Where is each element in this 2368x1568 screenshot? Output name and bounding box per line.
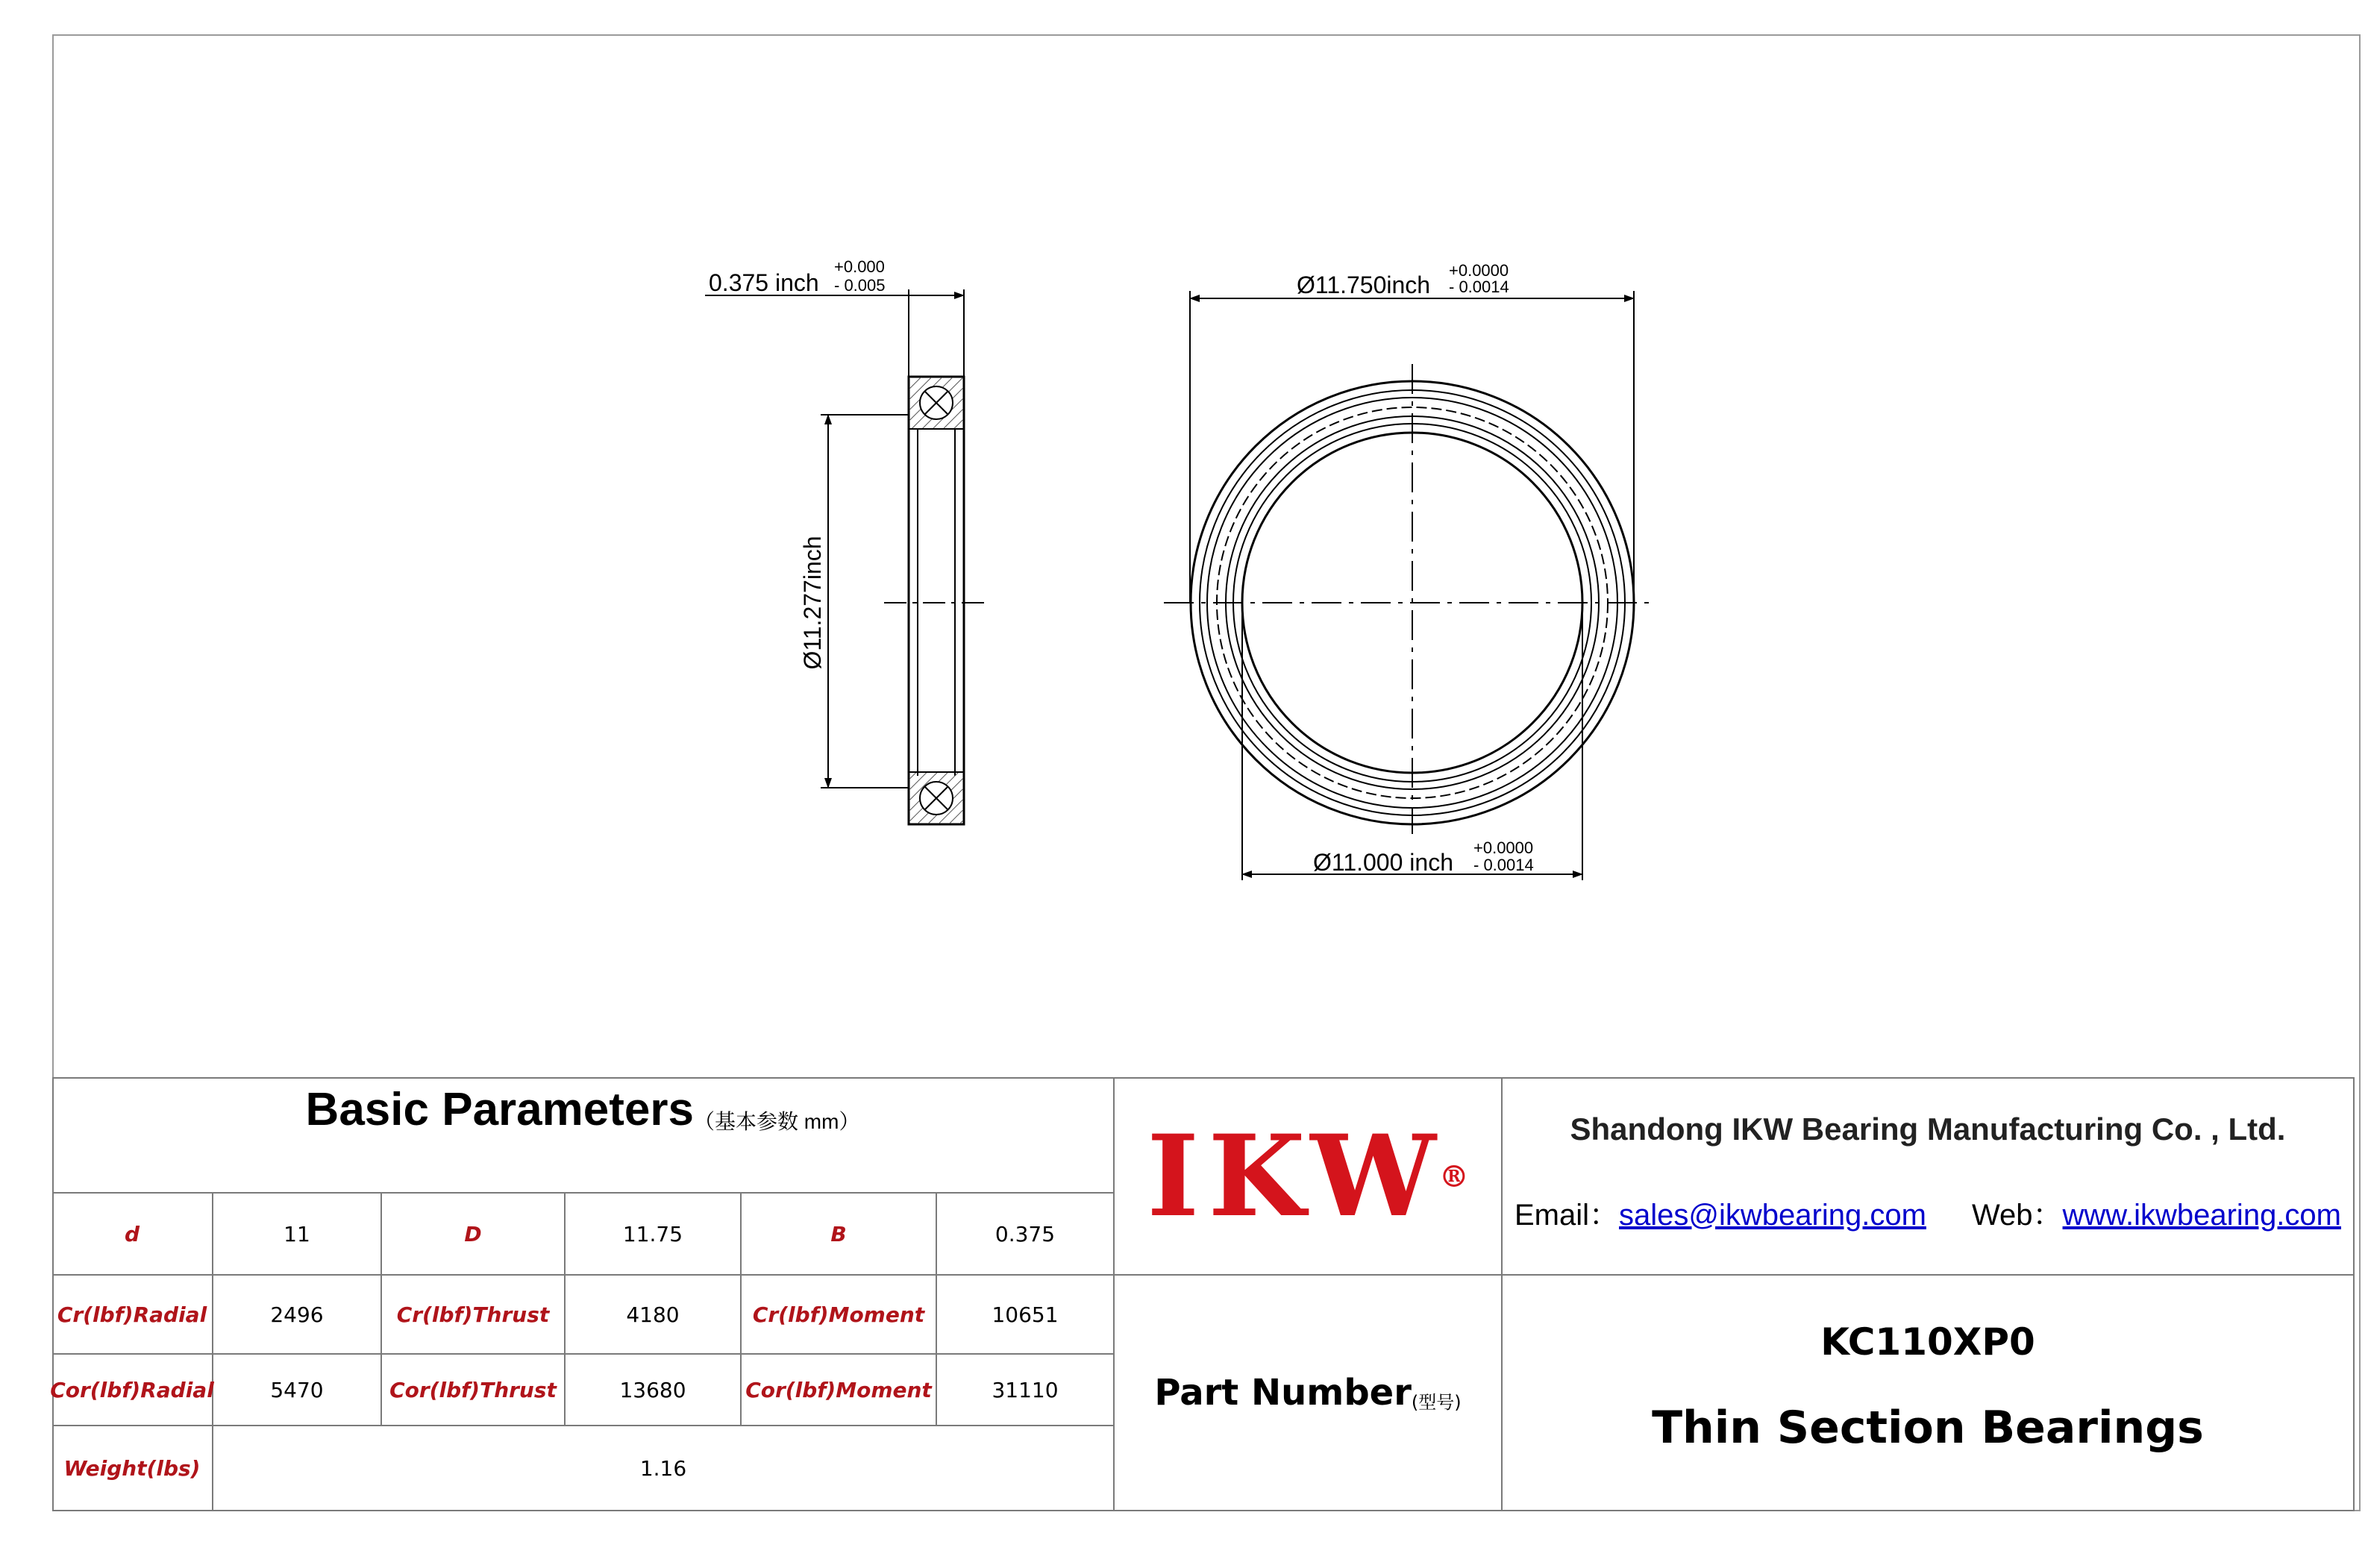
outer-tol-upper: +0.0000 (1449, 261, 1509, 280)
param-D-value: 11.75 (622, 1221, 683, 1246)
bore-dimension: Ø11.277inch (799, 536, 826, 670)
param-cr-thrust-label: Cr(lbf)Thrust (396, 1302, 550, 1327)
inner-tol-lower: - 0.0014 (1473, 856, 1534, 874)
registered-mark: ® (1438, 1158, 1469, 1194)
side-view (705, 289, 985, 824)
web-block (1972, 1191, 2341, 1234)
param-cr-moment-label: Cr(lbf)Moment (752, 1302, 925, 1327)
param-cr-moment-value: 10651 (992, 1302, 1059, 1327)
param-D-label: D (464, 1221, 482, 1246)
params-title (52, 1077, 1113, 1189)
web-link[interactable]: www.ikwbearing.com (2062, 1198, 2341, 1232)
outer-diameter-dimension: Ø11.750inch (1297, 272, 1431, 298)
param-cor-radial-label: Cor(lbf)Radial (50, 1377, 214, 1402)
param-B-label: B (830, 1221, 847, 1246)
company-name: Shandong IKW Bearing Manufacturing Co. , Ltd. (1570, 1111, 2286, 1147)
email-label: Email： (1515, 1198, 1620, 1232)
param-cor-thrust-value: 13680 (619, 1377, 686, 1402)
part-number-label-note: (型号) (1411, 1391, 1462, 1413)
front-view (1164, 291, 1653, 880)
width-tol-upper: +0.000 (834, 257, 885, 276)
width-tol-lower: - 0.005 (834, 276, 886, 295)
title-block (52, 1077, 2355, 1513)
width-dimension: 0.375 inch (709, 269, 819, 296)
param-cor-radial-value: 5470 (270, 1377, 324, 1402)
params-title-note: （基本参数 mm） (694, 1110, 860, 1133)
param-B-value: 0.375 (995, 1221, 1056, 1246)
param-weight-value: 1.16 (639, 1455, 687, 1481)
param-weight-label: Weight(lbs) (63, 1455, 201, 1481)
email-link[interactable]: sales@ikwbearing.com (1619, 1198, 1926, 1232)
param-cor-moment-value: 31110 (992, 1377, 1059, 1402)
outer-tol-lower: - 0.0014 (1449, 277, 1509, 296)
part-number-value: KC110XP0 (1820, 1320, 2035, 1364)
product-type: Thin Section Bearings (1652, 1402, 2204, 1454)
params-title-text: Basic Parameters (305, 1084, 695, 1135)
web-label: Web： (1972, 1198, 2063, 1232)
inner-tol-upper: +0.0000 (1473, 838, 1534, 857)
email-block (1515, 1191, 1926, 1234)
ikw-logo (1115, 1079, 1501, 1274)
param-d-label: d (124, 1221, 140, 1246)
param-cor-moment-label: Cor(lbf)Moment (745, 1377, 932, 1402)
logo-text: IKW (1147, 1111, 1445, 1242)
part-number-label (1115, 1276, 1501, 1510)
param-cor-thrust-label: Cor(lbf)Thrust (389, 1377, 557, 1402)
contact-line (1503, 1171, 2353, 1253)
param-d-value: 11 (284, 1221, 310, 1246)
part-number-label-text: Part Number (1154, 1372, 1412, 1414)
inner-diameter-dimension: Ø11.000 inch (1313, 849, 1453, 876)
param-cr-radial-value: 2496 (270, 1302, 324, 1327)
param-cr-thrust-value: 4180 (626, 1302, 680, 1327)
param-cr-radial-label: Cr(lbf)Radial (57, 1302, 207, 1327)
